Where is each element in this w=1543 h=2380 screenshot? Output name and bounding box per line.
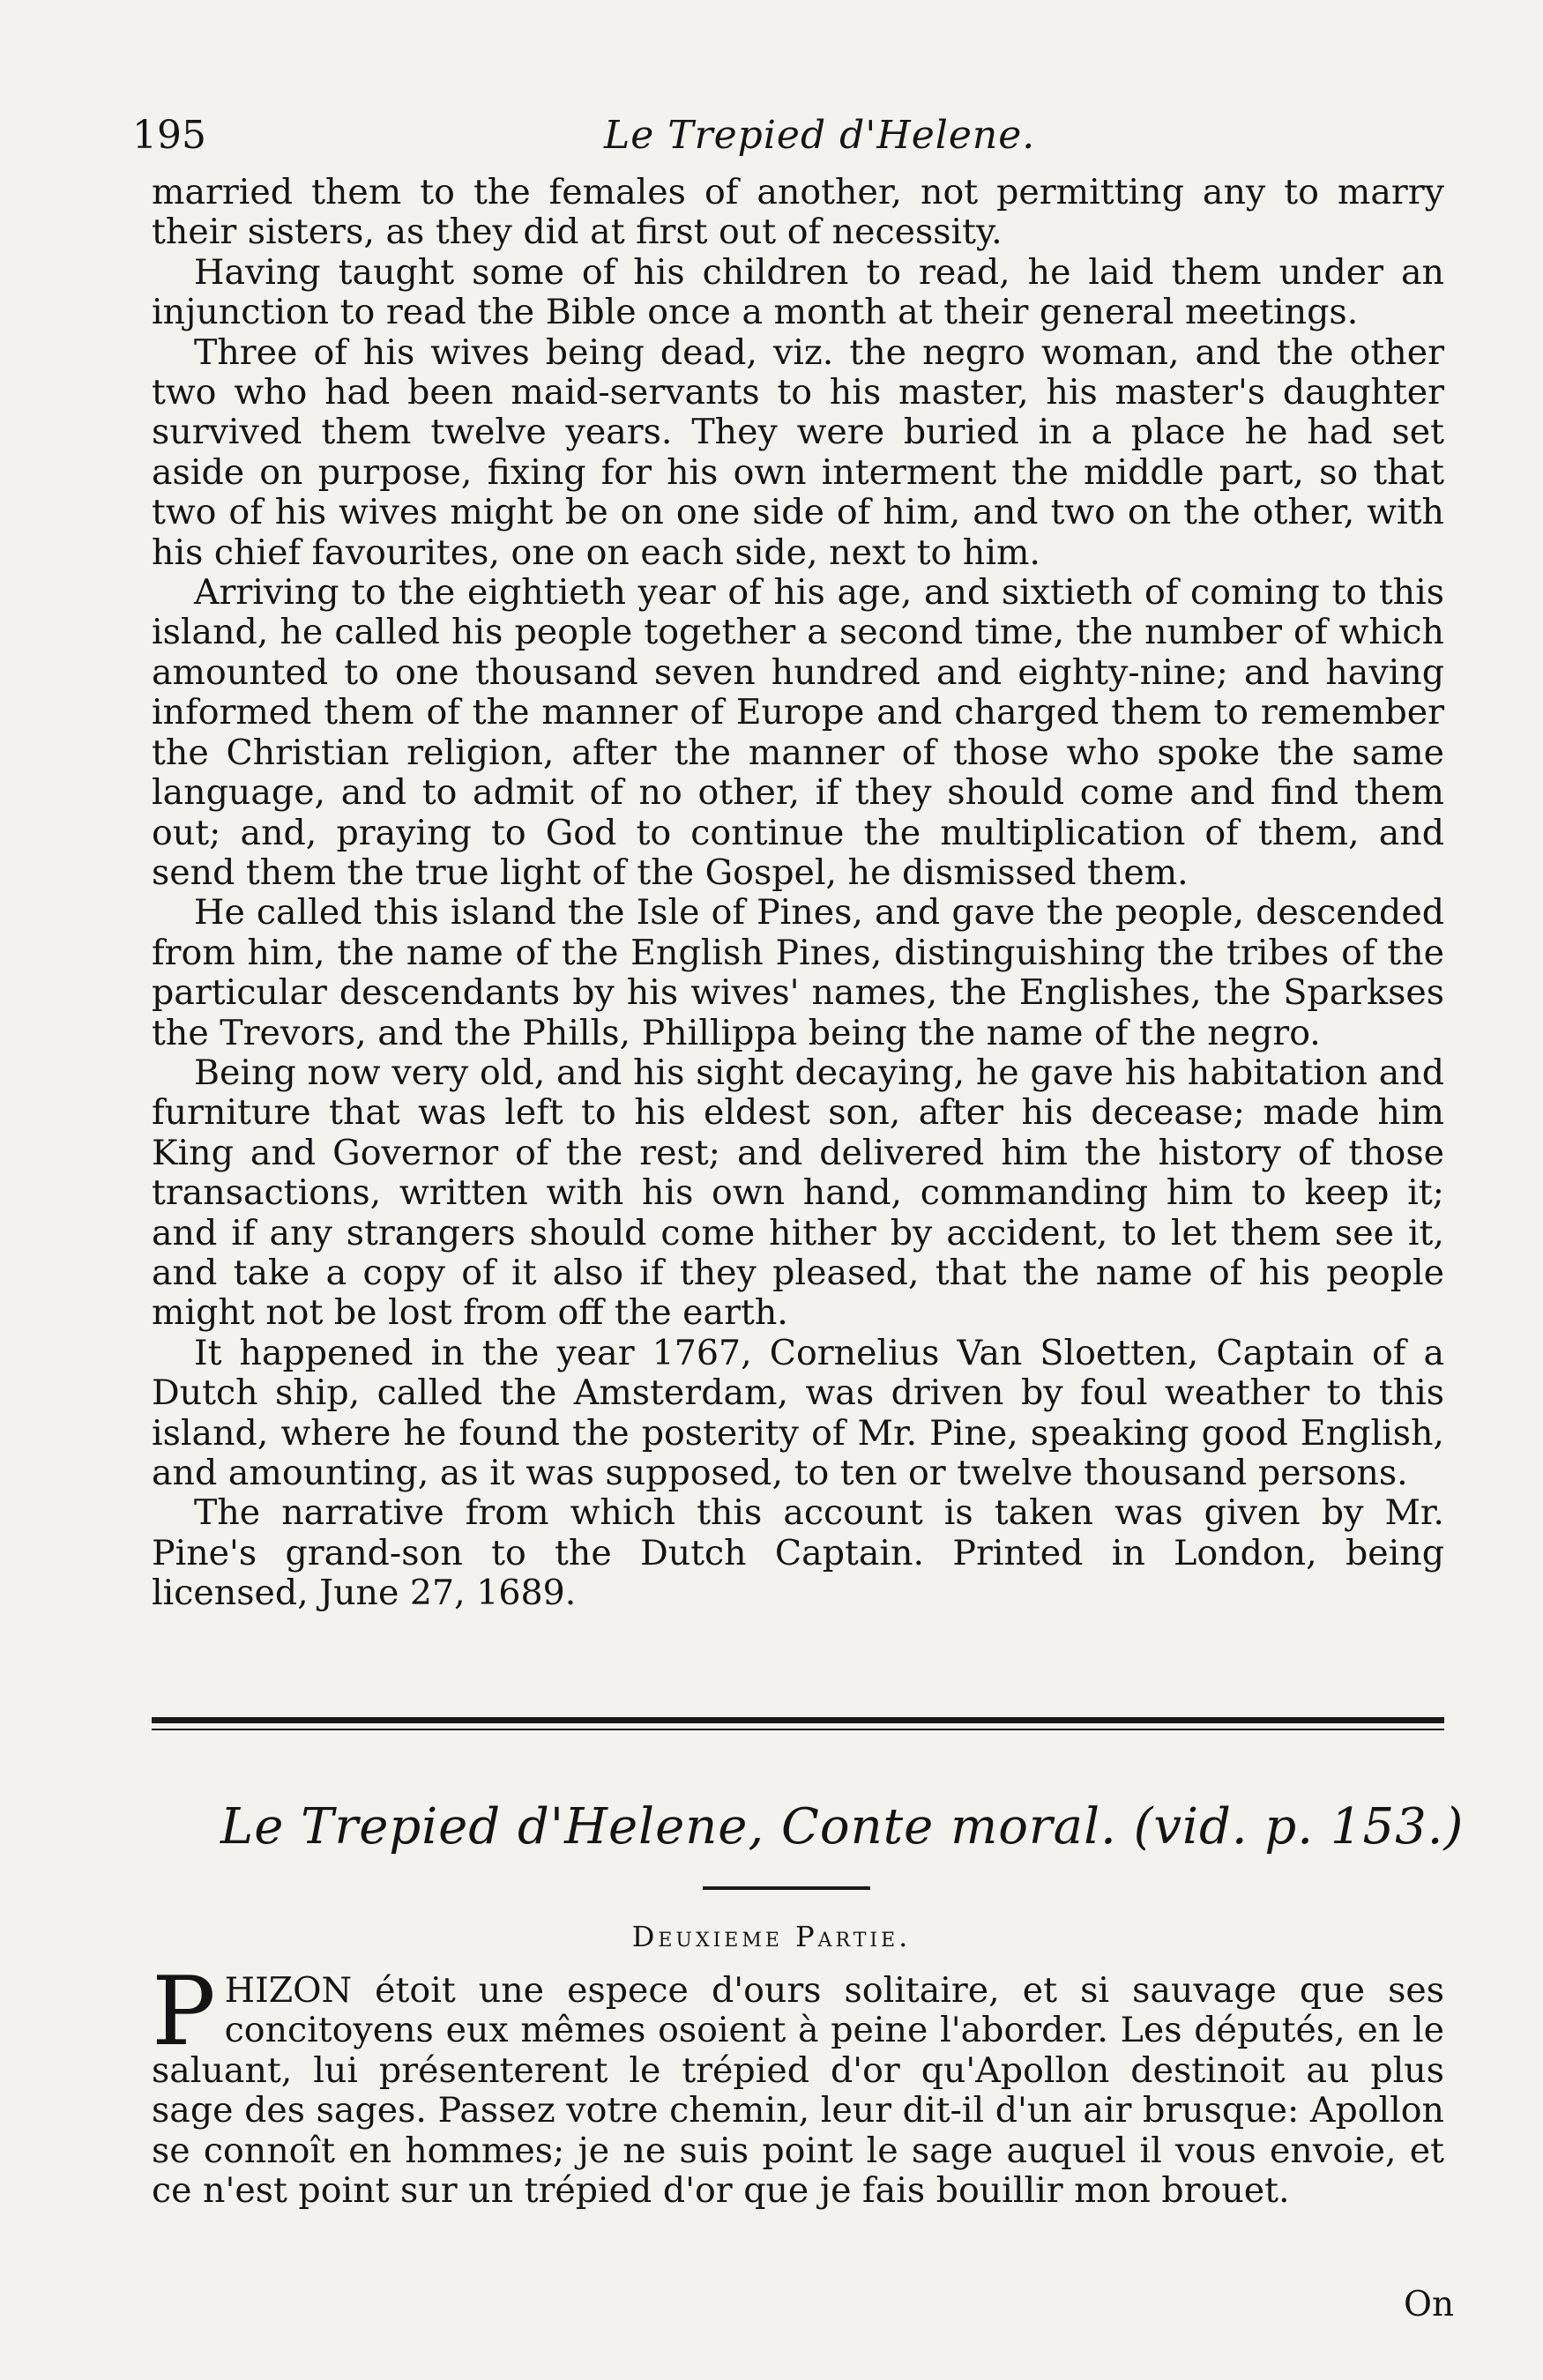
part-title: Deuxieme Partie. bbox=[631, 1920, 912, 1953]
drop-cap: P bbox=[152, 1957, 216, 2067]
section-title: Le Trepied d'Helene, Conte moral. (vid. p. 153.) bbox=[220, 1798, 1465, 1856]
catchword: On bbox=[1404, 2285, 1455, 2324]
paragraph: married them to the females of another, not permitting any to marry their sisters, as they did at first out of necessity. bbox=[152, 172, 1444, 253]
paragraph: It happened in the year 1767, Cornelius Van Sloetten, Captain of a Dutch ship, called the Amsterdam, was driven by foul weather to this island, where he found the posterity of Mr. Pine, speaking good English, and amounting, as it was supposed, to ten or twelve thousand persons. bbox=[152, 1332, 1444, 1493]
page-header bbox=[132, 113, 1437, 162]
french-text bbox=[152, 1957, 1444, 2212]
short-rule bbox=[703, 1886, 870, 1890]
paragraph: Having taught some of his children to read, he laid them under an injunction to read the Bible once a month at their general meetings. bbox=[152, 251, 1444, 333]
section-divider bbox=[152, 1717, 1444, 1730]
running-title: Le Trepied d'Helene. bbox=[604, 113, 1036, 158]
divider-thick-rule bbox=[152, 1717, 1444, 1723]
paragraph: Arriving to the eightieth year of his age, and sixtieth of coming to this island, he called his people together a second time, the number of which amounted to one thousand seven hundred and eighty-nine; and having informed them of the manner of Europe and charged them to remember the Christian religion, after the manner of those who spoke the same language, and to admit of no other, if they should come and find them out; and, praying to God to continue the multiplication of them, and send them the true light of the Gospel, he dismissed them. bbox=[152, 572, 1444, 893]
english-text bbox=[152, 173, 1444, 1614]
paragraph: Being now very old, and his sight decaying, he gave his habitation and furniture that was left to his eldest son, after his decease; made him King and Governor of the rest; and delivered him the history of those transactions, written with his own hand, commanding him to keep it; and if any strangers should come hither by accident, to let them see it, and take a copy of it also if they pleased, that the name of his people might not be lost from off the earth. bbox=[152, 1052, 1444, 1334]
french-paragraph-text: HIZON étoit une espece d'ours solitaire, et si sauvage que ses concitoyens eux mêmes osoient à peine l'aborder. Les députés, en le saluant, lui présenterent le trépied d'or qu'Apollon destinoit au plus sage des sages. Passez votre chemin, leur dit-il d'un air brusque: Apollon se connoît en hommes; je ne suis point le sage auquel il vous envoie, et ce n'est point sur un trépied d'or que je fais bouillir mon brouet. bbox=[152, 1970, 1444, 2212]
divider-thin-rule bbox=[152, 1729, 1444, 1730]
french-paragraph bbox=[152, 1957, 1444, 2212]
paragraph: The narrative from which this account is taken was given by Mr. Pine's grand-son to the Dutch Captain. Printed in London, being licensed, June 27, 1689. bbox=[152, 1492, 1444, 1614]
paragraph: He called this island the Isle of Pines, and gave the people, descended from him, the name of the English Pines, distinguishing the tribes of the particular descendants by his wives' names, the Englishes, the Sparkses the Trevors, and the Phills, Phillippa being the name of the negro. bbox=[152, 892, 1444, 1053]
page-number: 195 bbox=[132, 113, 206, 158]
paragraph: Three of his wives being dead, viz. the negro woman, and the other two who had been maid-servants to his master, his master's daughter survived them twelve years. They were buried in a place he had set aside on purpose, fixing for his own interment the middle part, so that two of his wives might be on one side of him, and two on the other, with his chief favourites, one on each side, next to him. bbox=[152, 331, 1444, 573]
